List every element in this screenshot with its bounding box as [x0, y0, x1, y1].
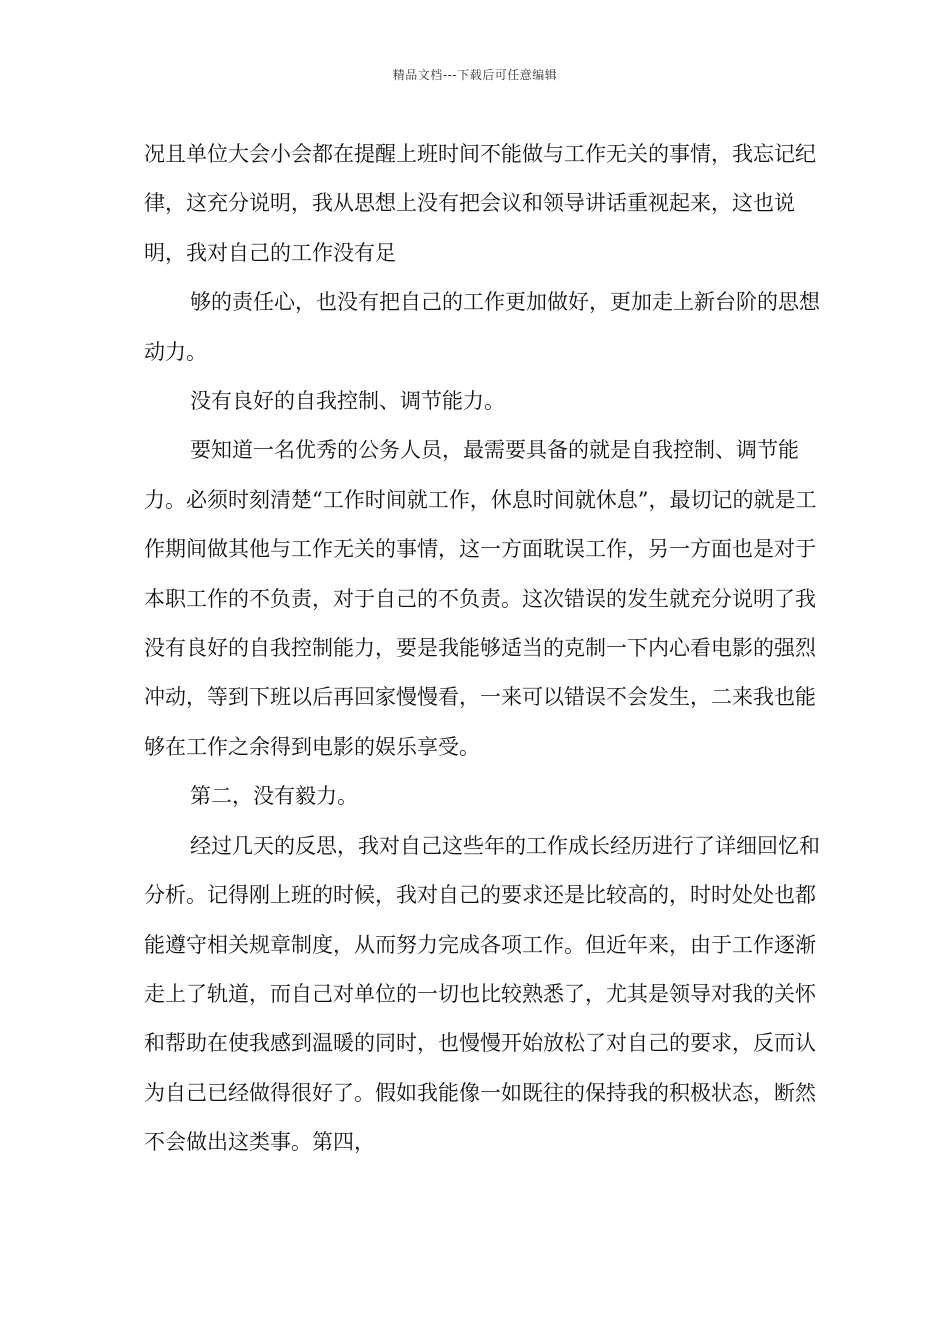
paragraph-5: 第二，没有毅力。	[190, 784, 358, 809]
page-header: 精品文档---下载后可任意编辑	[392, 68, 558, 82]
paragraph-1: 况且单位大会小会都在提醒上班时间不能做与工作无关的事情，我忘记纪律，这充分说明，我从思想上没有把会议和领导讲话重视起来，这也说明，我对自己的工作没有足	[144, 142, 816, 265]
document-body	[144, 130, 824, 1168]
paragraph-3: 没有良好的自我控制、调节能力。	[190, 389, 505, 414]
paragraph-2: 够的责任心，也没有把自己的工作更加做好，更加走上新台阶的思想动力。	[144, 290, 820, 364]
paragraph-6: 经过几天的反思，我对自己这些年的工作成长经历进行了详细回忆和分析。记得刚上班的时候，我对自己的要求还是比较高的，时时处处也都能遵守相关规章制度，从而努力完成各项工作。但近年来，由于工作逐渐走上了轨道，而自己对单位的一切也比较熟悉了，尤其是领导对我的关怀和帮助在使我感到温暖的同时，也慢慢开始放松了对自己的要求，反而认为自己已经做得很好了。假如我能像一如既往的保持我的积极状态，断然不会做出这类事。第四，	[144, 833, 820, 1155]
paragraph-4: 要知道一名优秀的公务人员，最需要具备的就是自我控制、调节能力。必须时刻清楚“工作时间就工作，休息时间就休息”，最切记的就是工作期间做其他与工作无关的事情，这一方面耽误工作，另一方面也是对于本职工作的不负责，对于自己的不负责。这次错误的发生就充分说明了我没有良好的自我控制能力，要是我能够适当的克制一下内心看电影的强烈冲动，等到下班以后再回家慢慢看，一来可以错误不会发生，二来我也能够在工作之余得到电影的娱乐享受。	[144, 438, 817, 759]
